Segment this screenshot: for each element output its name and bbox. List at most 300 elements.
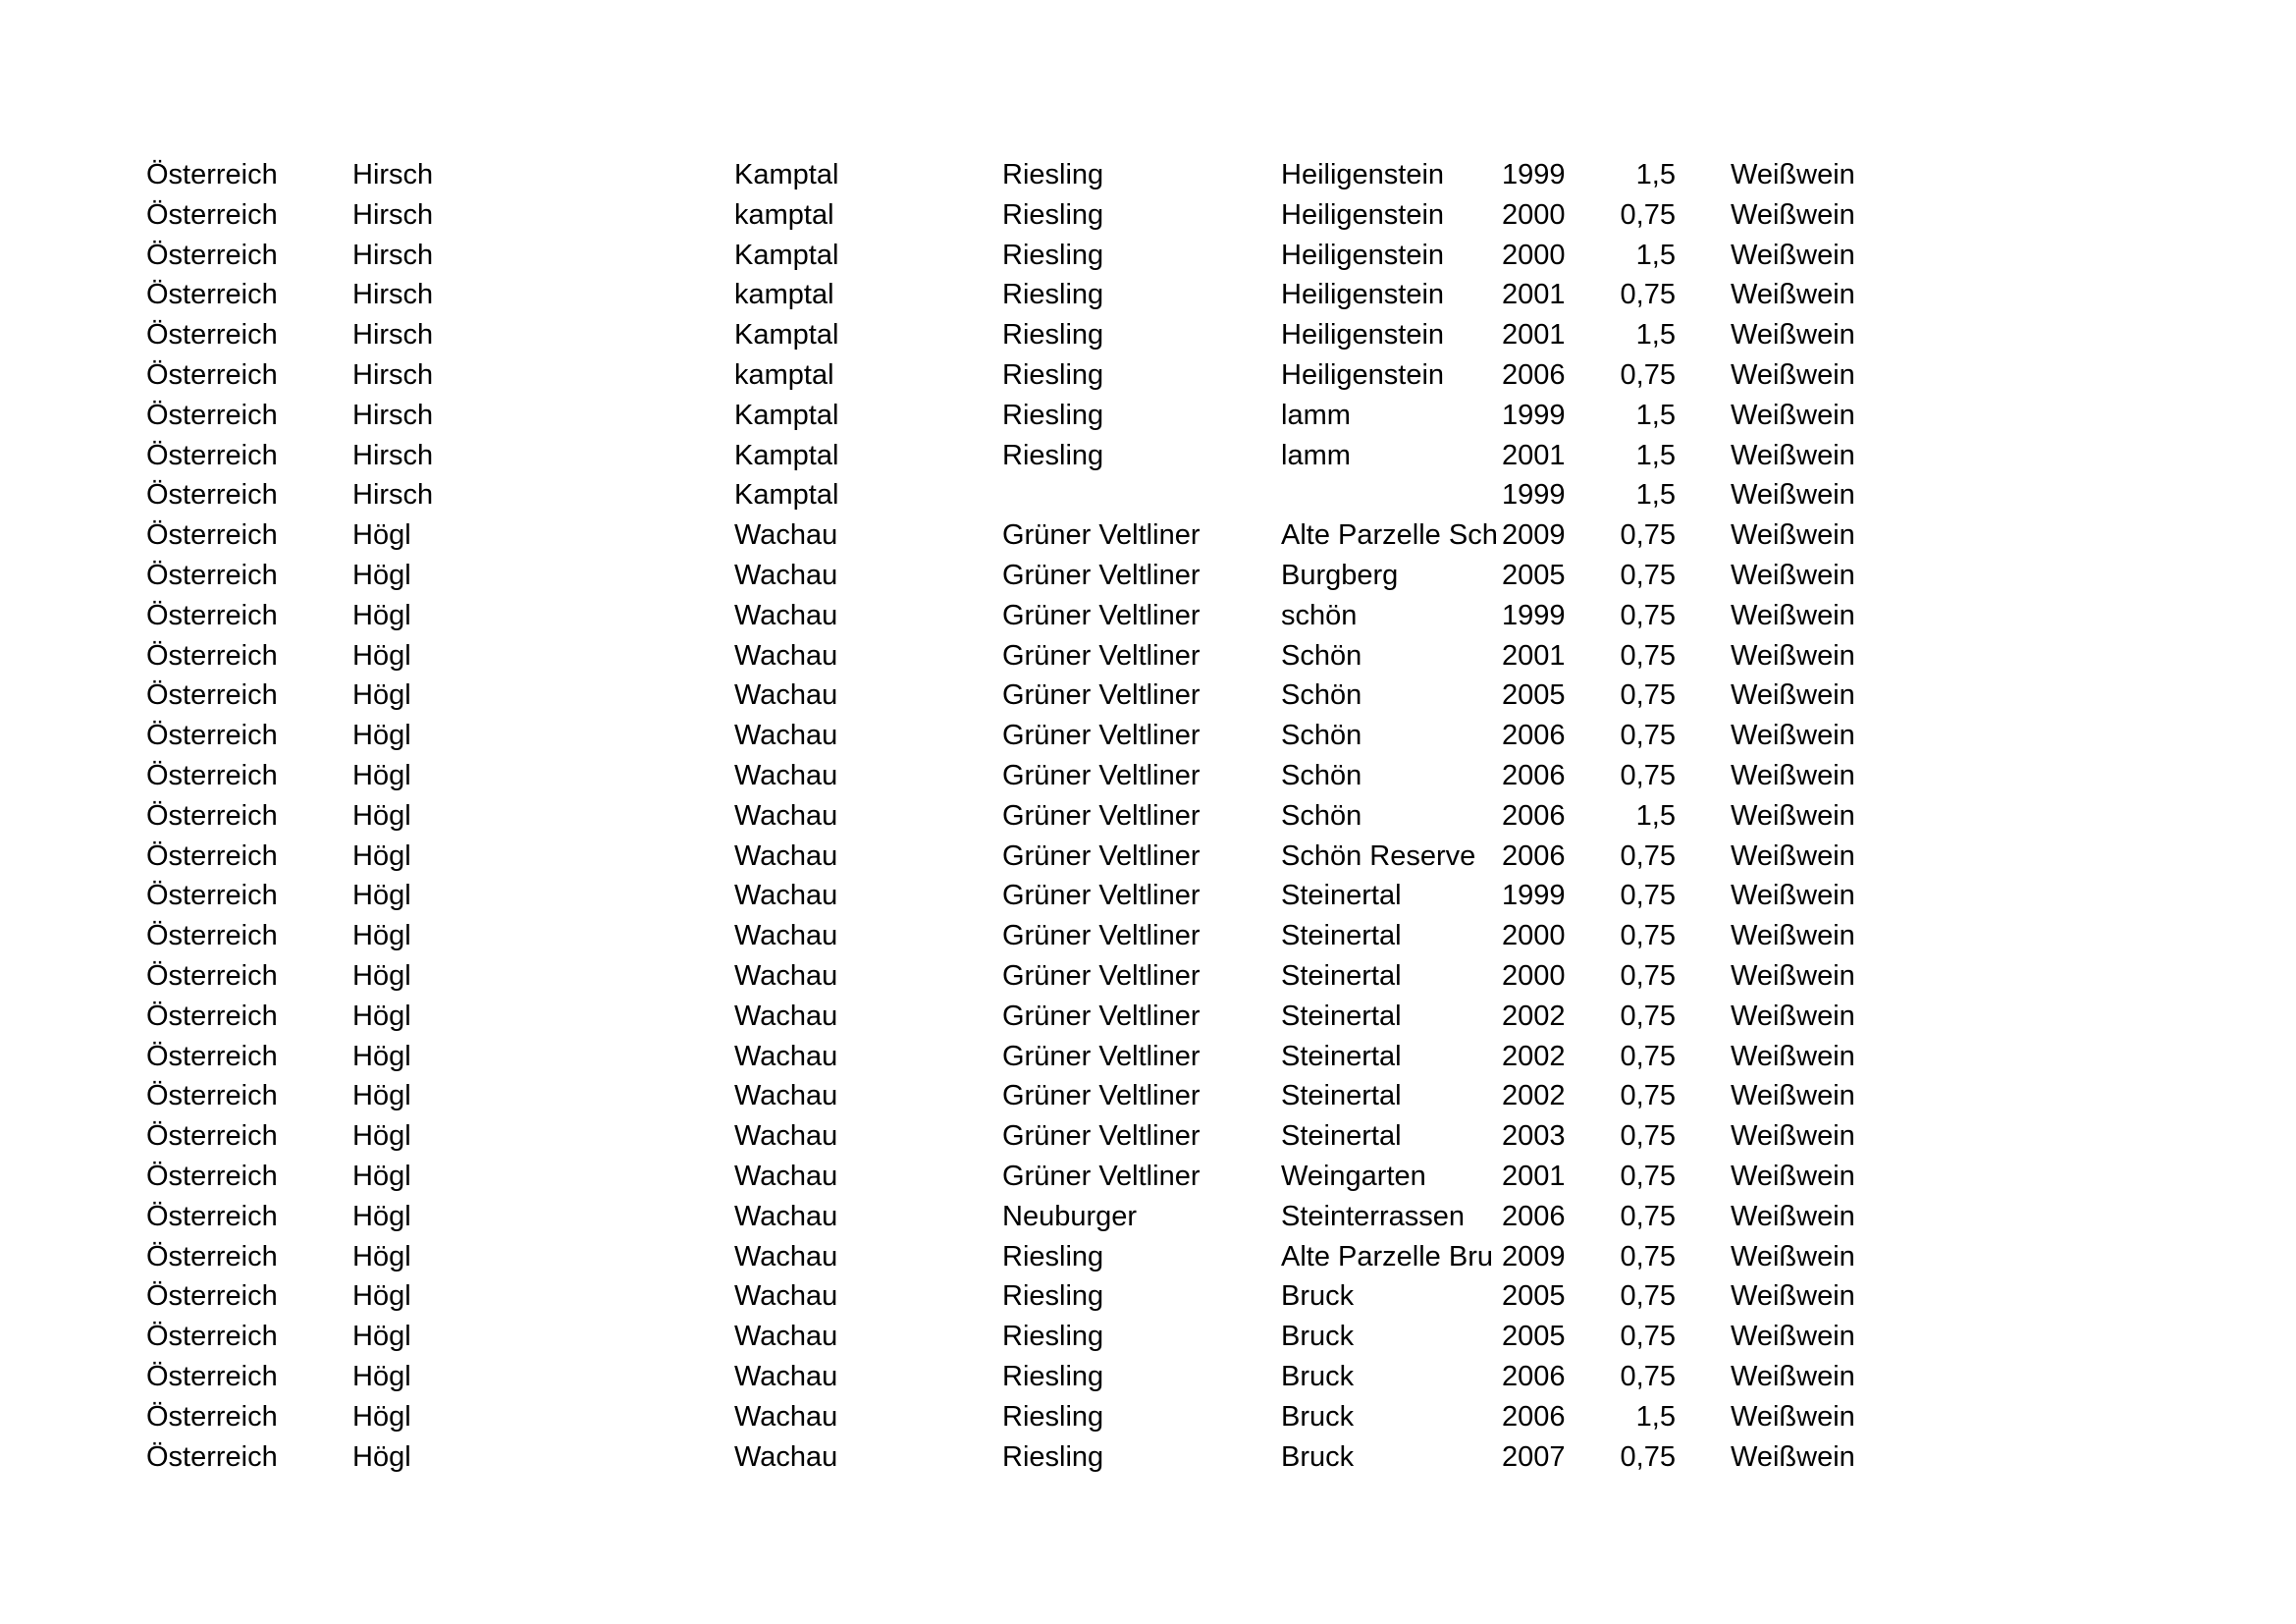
country-cell: Österreich bbox=[146, 1400, 278, 1433]
vintage-cell: 1999 bbox=[1502, 880, 1566, 912]
bottle-size-cell: 0,75 bbox=[1620, 1280, 1676, 1313]
producer-cell: Högl bbox=[352, 720, 411, 752]
wine-type-cell: Weißwein bbox=[1731, 319, 1855, 352]
bottle-size-cell: 0,75 bbox=[1620, 920, 1676, 952]
country-cell: Österreich bbox=[146, 679, 278, 712]
grape-cell: Grüner Veltliner bbox=[1002, 720, 1201, 752]
wine-type-cell: Weißwein bbox=[1731, 1200, 1855, 1232]
table-row bbox=[146, 756, 1878, 796]
region-cell: Wachau bbox=[734, 1280, 838, 1313]
wine-type-cell: Weißwein bbox=[1731, 839, 1855, 872]
country-cell: Österreich bbox=[146, 1240, 278, 1272]
producer-cell: Högl bbox=[352, 799, 411, 832]
bottle-size-cell: 0,75 bbox=[1620, 198, 1676, 231]
table-row bbox=[146, 876, 1878, 916]
region-cell: Wachau bbox=[734, 1120, 838, 1153]
vintage-cell: 2006 bbox=[1502, 799, 1566, 832]
spacer-cell bbox=[1676, 315, 1731, 355]
vineyard-cell: Steinertal bbox=[1281, 1080, 1402, 1112]
vineyard-cell: Schön bbox=[1281, 720, 1362, 752]
vineyard-cell: Schön Reserve bbox=[1281, 839, 1476, 872]
table-row bbox=[146, 556, 1878, 596]
region-cell: Kamptal bbox=[734, 239, 839, 271]
grape-cell: Grüner Veltliner bbox=[1002, 1160, 1201, 1192]
bottle-size-cell: 0,75 bbox=[1620, 639, 1676, 672]
grape-cell: Grüner Veltliner bbox=[1002, 1040, 1201, 1072]
country-cell: Österreich bbox=[146, 1160, 278, 1192]
wine-type-cell: Weißwein bbox=[1731, 679, 1855, 712]
spacer-cell bbox=[1676, 956, 1731, 997]
producer-cell: Högl bbox=[352, 759, 411, 791]
wine-type-cell: Weißwein bbox=[1731, 1240, 1855, 1272]
producer-cell: Hirsch bbox=[352, 479, 434, 512]
wine-type-cell: Weißwein bbox=[1731, 519, 1855, 552]
region-cell: Kamptal bbox=[734, 439, 839, 471]
vintage-cell: 2005 bbox=[1502, 1280, 1566, 1313]
bottle-size-cell: 0,75 bbox=[1620, 1200, 1676, 1232]
region-cell: Kamptal bbox=[734, 159, 839, 190]
vintage-cell: 2007 bbox=[1502, 1440, 1566, 1473]
vintage-cell: 1999 bbox=[1502, 159, 1566, 190]
region-cell: Wachau bbox=[734, 1080, 838, 1112]
table-row bbox=[146, 1157, 1878, 1197]
country-cell: Österreich bbox=[146, 479, 278, 512]
region-cell: Wachau bbox=[734, 839, 838, 872]
producer-cell: Hirsch bbox=[352, 358, 434, 391]
vintage-cell: 2001 bbox=[1502, 1160, 1566, 1192]
vintage-cell: 2009 bbox=[1502, 1240, 1566, 1272]
country-cell: Österreich bbox=[146, 198, 278, 231]
country-cell: Österreich bbox=[146, 1080, 278, 1112]
country-cell: Österreich bbox=[146, 519, 278, 552]
grape-cell: Grüner Veltliner bbox=[1002, 1080, 1201, 1112]
region-cell: Wachau bbox=[734, 759, 838, 791]
wine-type-cell: Weißwein bbox=[1731, 1080, 1855, 1112]
spacer-cell bbox=[1676, 1276, 1731, 1317]
producer-cell: Högl bbox=[352, 1321, 411, 1353]
vineyard-cell: Steinertal bbox=[1281, 1040, 1402, 1072]
producer-cell: Hirsch bbox=[352, 319, 434, 352]
vintage-cell: 2002 bbox=[1502, 1040, 1566, 1072]
bottle-size-cell: 0,75 bbox=[1620, 959, 1676, 992]
region-cell: Kamptal bbox=[734, 319, 839, 352]
grape-cell: Grüner Veltliner bbox=[1002, 519, 1201, 552]
vineyard-cell: Bruck bbox=[1281, 1280, 1355, 1313]
country-cell: Österreich bbox=[146, 439, 278, 471]
vineyard-cell: Heiligenstein bbox=[1281, 159, 1445, 190]
region-cell: kamptal bbox=[734, 358, 834, 391]
wine-type-cell: Weißwein bbox=[1731, 1000, 1855, 1032]
vintage-cell: 2006 bbox=[1502, 839, 1566, 872]
producer-cell: Högl bbox=[352, 1160, 411, 1192]
spacer-cell bbox=[1676, 676, 1731, 716]
producer-cell: Högl bbox=[352, 679, 411, 712]
country-cell: Österreich bbox=[146, 319, 278, 352]
grape-cell: Grüner Veltliner bbox=[1002, 959, 1201, 992]
table-row bbox=[146, 997, 1878, 1037]
grape-cell: Riesling bbox=[1002, 1360, 1104, 1392]
table-row bbox=[146, 916, 1878, 956]
wine-list-table bbox=[146, 155, 1878, 1477]
bottle-size-cell: 0,75 bbox=[1620, 679, 1676, 712]
producer-cell: Hirsch bbox=[352, 159, 434, 190]
vineyard-cell: Schön bbox=[1281, 639, 1362, 672]
grape-cell: Riesling bbox=[1002, 1440, 1104, 1473]
spacer-cell bbox=[1676, 1116, 1731, 1157]
country-cell: Österreich bbox=[146, 358, 278, 391]
spacer-cell bbox=[1676, 997, 1731, 1037]
region-cell: Wachau bbox=[734, 1000, 838, 1032]
bottle-size-cell: 0,75 bbox=[1620, 1160, 1676, 1192]
vintage-cell: 1999 bbox=[1502, 479, 1566, 512]
wine-type-cell: Weißwein bbox=[1731, 959, 1855, 992]
producer-cell: Högl bbox=[352, 1280, 411, 1313]
vintage-cell: 2006 bbox=[1502, 1360, 1566, 1392]
region-cell: Kamptal bbox=[734, 399, 839, 431]
vintage-cell: 2002 bbox=[1502, 1000, 1566, 1032]
producer-cell: Högl bbox=[352, 1240, 411, 1272]
wine-type-cell: Weißwein bbox=[1731, 599, 1855, 631]
vintage-cell: 2005 bbox=[1502, 679, 1566, 712]
grape-cell: Riesling bbox=[1002, 1400, 1104, 1433]
spacer-cell bbox=[1676, 1197, 1731, 1237]
grape-cell: Grüner Veltliner bbox=[1002, 880, 1201, 912]
bottle-size-cell: 0,75 bbox=[1620, 839, 1676, 872]
producer-cell: Högl bbox=[352, 1120, 411, 1153]
vineyard-cell: Bruck bbox=[1281, 1400, 1355, 1433]
vintage-cell: 2001 bbox=[1502, 279, 1566, 311]
vintage-cell: 2009 bbox=[1502, 519, 1566, 552]
producer-cell: Högl bbox=[352, 1000, 411, 1032]
producer-cell: Högl bbox=[352, 519, 411, 552]
country-cell: Österreich bbox=[146, 399, 278, 431]
vineyard-cell: Steinertal bbox=[1281, 959, 1402, 992]
bottle-size-cell: 0,75 bbox=[1620, 1321, 1676, 1353]
country-cell: Österreich bbox=[146, 1360, 278, 1392]
table-row bbox=[146, 515, 1878, 556]
wine-type-cell: Weißwein bbox=[1731, 1280, 1855, 1313]
table-row bbox=[146, 1357, 1878, 1397]
country-cell: Österreich bbox=[146, 959, 278, 992]
wine-type-cell: Weißwein bbox=[1731, 399, 1855, 431]
region-cell: Wachau bbox=[734, 799, 838, 832]
vineyard-cell: Bruck bbox=[1281, 1360, 1355, 1392]
producer-cell: Högl bbox=[352, 920, 411, 952]
vineyard-cell: Steinertal bbox=[1281, 1000, 1402, 1032]
spacer-cell bbox=[1676, 756, 1731, 796]
wine-type-cell: Weißwein bbox=[1731, 880, 1855, 912]
region-cell: Wachau bbox=[734, 1321, 838, 1353]
grape-cell: Riesling bbox=[1002, 439, 1104, 471]
producer-cell: Högl bbox=[352, 1400, 411, 1433]
country-cell: Österreich bbox=[146, 720, 278, 752]
region-cell: Wachau bbox=[734, 720, 838, 752]
vintage-cell: 2005 bbox=[1502, 559, 1566, 591]
table-row bbox=[146, 1076, 1878, 1116]
vineyard-cell: Steinertal bbox=[1281, 880, 1402, 912]
table-row bbox=[146, 636, 1878, 677]
spacer-cell bbox=[1676, 1157, 1731, 1197]
country-cell: Österreich bbox=[146, 1280, 278, 1313]
bottle-size-cell: 0,75 bbox=[1620, 279, 1676, 311]
table-row bbox=[146, 1397, 1878, 1437]
country-cell: Österreich bbox=[146, 759, 278, 791]
grape-cell: Riesling bbox=[1002, 159, 1104, 190]
vineyard-cell: schön bbox=[1281, 599, 1358, 631]
spacer-cell bbox=[1676, 556, 1731, 596]
spacer-cell bbox=[1676, 1397, 1731, 1437]
vintage-cell: 2000 bbox=[1502, 959, 1566, 992]
spacer-cell bbox=[1676, 195, 1731, 236]
spacer-cell bbox=[1676, 837, 1731, 877]
spacer-cell bbox=[1676, 396, 1731, 436]
producer-cell: Högl bbox=[352, 1440, 411, 1473]
wine-type-cell: Weißwein bbox=[1731, 720, 1855, 752]
vineyard-cell: Bruck bbox=[1281, 1321, 1355, 1353]
bottle-size-cell: 0,75 bbox=[1620, 599, 1676, 631]
vineyard-cell: Alte Parzelle Bru bbox=[1281, 1240, 1493, 1272]
region-cell: Wachau bbox=[734, 1240, 838, 1272]
spacer-cell bbox=[1676, 796, 1731, 837]
vineyard-cell bbox=[1281, 475, 1502, 515]
wine-type-cell: Weißwein bbox=[1731, 639, 1855, 672]
region-cell: Wachau bbox=[734, 959, 838, 992]
country-cell: Österreich bbox=[146, 279, 278, 311]
region-cell: Wachau bbox=[734, 920, 838, 952]
vintage-cell: 1999 bbox=[1502, 599, 1566, 631]
bottle-size-cell: 0,75 bbox=[1620, 1240, 1676, 1272]
table-row bbox=[146, 236, 1878, 276]
grape-cell: Grüner Veltliner bbox=[1002, 759, 1201, 791]
vineyard-cell: lamm bbox=[1281, 439, 1351, 471]
producer-cell: Högl bbox=[352, 1040, 411, 1072]
table-row bbox=[146, 1437, 1878, 1478]
table-row bbox=[146, 676, 1878, 716]
bottle-size-cell: 0,75 bbox=[1620, 1000, 1676, 1032]
country-cell: Österreich bbox=[146, 639, 278, 672]
table-row bbox=[146, 596, 1878, 636]
bottle-size-cell: 0,75 bbox=[1620, 880, 1676, 912]
vineyard-cell: Heiligenstein bbox=[1281, 319, 1445, 352]
country-cell: Österreich bbox=[146, 880, 278, 912]
table-row bbox=[146, 837, 1878, 877]
grape-cell: Riesling bbox=[1002, 239, 1104, 271]
spacer-cell bbox=[1676, 1357, 1731, 1397]
table-row bbox=[146, 716, 1878, 756]
vintage-cell: 2001 bbox=[1502, 439, 1566, 471]
producer-cell: Hirsch bbox=[352, 239, 434, 271]
bottle-size-cell: 1,5 bbox=[1635, 479, 1676, 512]
region-cell: Wachau bbox=[734, 1400, 838, 1433]
vineyard-cell: lamm bbox=[1281, 399, 1351, 431]
spacer-cell bbox=[1676, 1317, 1731, 1357]
wine-type-cell: Weißwein bbox=[1731, 198, 1855, 231]
wine-type-cell: Weißwein bbox=[1731, 920, 1855, 952]
producer-cell: Högl bbox=[352, 959, 411, 992]
bottle-size-cell: 0,75 bbox=[1620, 1360, 1676, 1392]
country-cell: Österreich bbox=[146, 1440, 278, 1473]
country-cell: Österreich bbox=[146, 599, 278, 631]
spacer-cell bbox=[1676, 475, 1731, 515]
region-cell: Kamptal bbox=[734, 479, 839, 512]
wine-type-cell: Weißwein bbox=[1731, 1321, 1855, 1353]
country-cell: Österreich bbox=[146, 239, 278, 271]
vintage-cell: 2001 bbox=[1502, 319, 1566, 352]
wine-type-cell: Weißwein bbox=[1731, 279, 1855, 311]
grape-cell: Riesling bbox=[1002, 1280, 1104, 1313]
region-cell: Wachau bbox=[734, 1360, 838, 1392]
producer-cell: Hirsch bbox=[352, 399, 434, 431]
country-cell: Österreich bbox=[146, 1000, 278, 1032]
table-row bbox=[146, 796, 1878, 837]
bottle-size-cell: 1,5 bbox=[1635, 799, 1676, 832]
table-row bbox=[146, 1237, 1878, 1277]
table-row bbox=[146, 396, 1878, 436]
bottle-size-cell: 0,75 bbox=[1620, 519, 1676, 552]
wine-type-cell: Weißwein bbox=[1731, 1360, 1855, 1392]
region-cell: Wachau bbox=[734, 559, 838, 591]
country-cell: Österreich bbox=[146, 1120, 278, 1153]
spacer-cell bbox=[1676, 436, 1731, 476]
spacer-cell bbox=[1676, 716, 1731, 756]
spacer-cell bbox=[1676, 155, 1731, 195]
wine-type-cell: Weißwein bbox=[1731, 559, 1855, 591]
vintage-cell: 2002 bbox=[1502, 1080, 1566, 1112]
table-row bbox=[146, 956, 1878, 997]
producer-cell: Högl bbox=[352, 599, 411, 631]
vintage-cell: 2006 bbox=[1502, 1400, 1566, 1433]
producer-cell: Hirsch bbox=[352, 439, 434, 471]
vintage-cell: 2000 bbox=[1502, 239, 1566, 271]
table-row bbox=[146, 155, 1878, 195]
bottle-size-cell: 1,5 bbox=[1635, 399, 1676, 431]
bottle-size-cell: 0,75 bbox=[1620, 759, 1676, 791]
table-row bbox=[146, 1116, 1878, 1157]
vintage-cell: 2000 bbox=[1502, 920, 1566, 952]
region-cell: kamptal bbox=[734, 198, 834, 231]
vineyard-cell: Schön bbox=[1281, 679, 1362, 712]
grape-cell: Neuburger bbox=[1002, 1200, 1138, 1232]
vineyard-cell: Bruck bbox=[1281, 1440, 1355, 1473]
grape-cell: Riesling bbox=[1002, 399, 1104, 431]
vintage-cell: 2006 bbox=[1502, 1200, 1566, 1232]
spacer-cell bbox=[1676, 515, 1731, 556]
grape-cell: Riesling bbox=[1002, 279, 1104, 311]
table-row bbox=[146, 195, 1878, 236]
bottle-size-cell: 0,75 bbox=[1620, 720, 1676, 752]
region-cell: kamptal bbox=[734, 279, 834, 311]
producer-cell: Högl bbox=[352, 839, 411, 872]
country-cell: Österreich bbox=[146, 799, 278, 832]
country-cell: Österreich bbox=[146, 920, 278, 952]
grape-cell bbox=[1002, 475, 1281, 515]
table-row bbox=[146, 1317, 1878, 1357]
grape-cell: Grüner Veltliner bbox=[1002, 920, 1201, 952]
spacer-cell bbox=[1676, 355, 1731, 396]
vineyard-cell: Steinterrassen bbox=[1281, 1200, 1465, 1232]
grape-cell: Grüner Veltliner bbox=[1002, 599, 1201, 631]
region-cell: Wachau bbox=[734, 1440, 838, 1473]
country-cell: Österreich bbox=[146, 1321, 278, 1353]
vineyard-cell: Weingarten bbox=[1281, 1160, 1426, 1192]
table-row bbox=[146, 315, 1878, 355]
vintage-cell: 2001 bbox=[1502, 639, 1566, 672]
bottle-size-cell: 0,75 bbox=[1620, 559, 1676, 591]
table-row bbox=[146, 355, 1878, 396]
table-row bbox=[146, 1276, 1878, 1317]
grape-cell: Grüner Veltliner bbox=[1002, 799, 1201, 832]
country-cell: Österreich bbox=[146, 1200, 278, 1232]
wine-type-cell: Weißwein bbox=[1731, 1440, 1855, 1473]
vineyard-cell: Schön bbox=[1281, 799, 1362, 832]
vineyard-cell: Steinertal bbox=[1281, 920, 1402, 952]
wine-type-cell: Weißwein bbox=[1731, 479, 1855, 512]
wine-list-body bbox=[146, 155, 1878, 1477]
wine-type-cell: Weißwein bbox=[1731, 1400, 1855, 1433]
producer-cell: Hirsch bbox=[352, 279, 434, 311]
table-row bbox=[146, 1197, 1878, 1237]
table-row bbox=[146, 275, 1878, 315]
wine-type-cell: Weißwein bbox=[1731, 799, 1855, 832]
vintage-cell: 2006 bbox=[1502, 759, 1566, 791]
spacer-cell bbox=[1676, 275, 1731, 315]
vintage-cell: 2005 bbox=[1502, 1321, 1566, 1353]
spacer-cell bbox=[1676, 1076, 1731, 1116]
bottle-size-cell: 1,5 bbox=[1635, 159, 1676, 190]
grape-cell: Grüner Veltliner bbox=[1002, 679, 1201, 712]
region-cell: Wachau bbox=[734, 880, 838, 912]
grape-cell: Riesling bbox=[1002, 319, 1104, 352]
wine-type-cell: Weißwein bbox=[1731, 159, 1855, 190]
wine-type-cell: Weißwein bbox=[1731, 239, 1855, 271]
grape-cell: Grüner Veltliner bbox=[1002, 559, 1201, 591]
grape-cell: Riesling bbox=[1002, 1240, 1104, 1272]
spacer-cell bbox=[1676, 596, 1731, 636]
bottle-size-cell: 1,5 bbox=[1635, 439, 1676, 471]
producer-cell: Hirsch bbox=[352, 198, 434, 231]
wine-type-cell: Weißwein bbox=[1731, 439, 1855, 471]
producer-cell: Högl bbox=[352, 559, 411, 591]
bottle-size-cell: 0,75 bbox=[1620, 1440, 1676, 1473]
vineyard-cell: Heiligenstein bbox=[1281, 198, 1445, 231]
country-cell: Österreich bbox=[146, 839, 278, 872]
producer-cell: Högl bbox=[352, 880, 411, 912]
spacer-cell bbox=[1676, 236, 1731, 276]
producer-cell: Högl bbox=[352, 1360, 411, 1392]
country-cell: Österreich bbox=[146, 1040, 278, 1072]
grape-cell: Riesling bbox=[1002, 358, 1104, 391]
grape-cell: Grüner Veltliner bbox=[1002, 839, 1201, 872]
region-cell: Wachau bbox=[734, 1040, 838, 1072]
vineyard-cell: Heiligenstein bbox=[1281, 358, 1445, 391]
bottle-size-cell: 0,75 bbox=[1620, 1120, 1676, 1153]
vineyard-cell: Burgberg bbox=[1281, 559, 1399, 591]
vintage-cell: 2003 bbox=[1502, 1120, 1566, 1153]
grape-cell: Grüner Veltliner bbox=[1002, 1000, 1201, 1032]
region-cell: Wachau bbox=[734, 1160, 838, 1192]
spacer-cell bbox=[1676, 1037, 1731, 1077]
vineyard-cell: Schön bbox=[1281, 759, 1362, 791]
producer-cell: Högl bbox=[352, 1200, 411, 1232]
producer-cell: Högl bbox=[352, 1080, 411, 1112]
grape-cell: Grüner Veltliner bbox=[1002, 1120, 1201, 1153]
bottle-size-cell: 1,5 bbox=[1635, 319, 1676, 352]
bottle-size-cell: 1,5 bbox=[1635, 1400, 1676, 1433]
wine-type-cell: Weißwein bbox=[1731, 1120, 1855, 1153]
spacer-cell bbox=[1676, 1237, 1731, 1277]
country-cell: Österreich bbox=[146, 559, 278, 591]
bottle-size-cell: 0,75 bbox=[1620, 358, 1676, 391]
